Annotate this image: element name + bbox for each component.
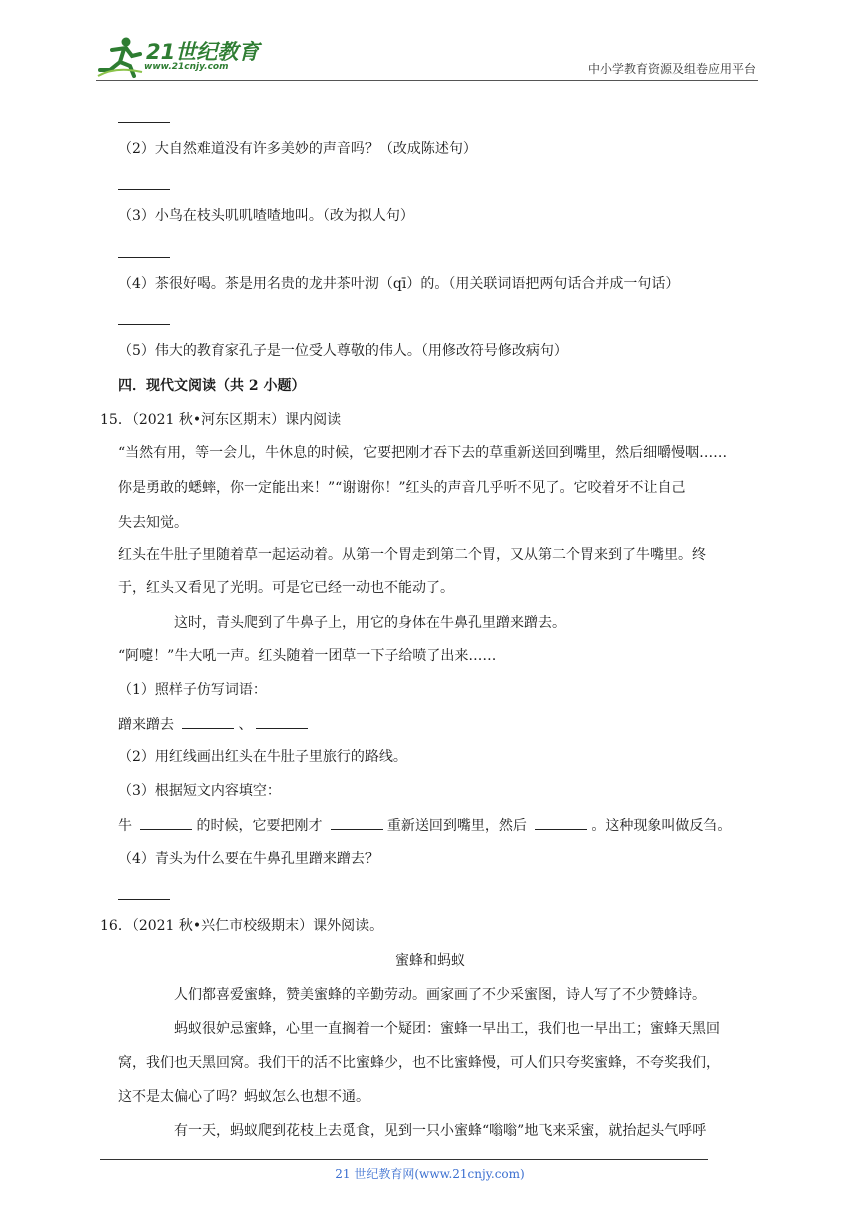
answer-blank[interactable]	[118, 189, 170, 190]
fill-text: 牛	[118, 818, 132, 834]
logo-url-text: www.21cnjy.com	[144, 62, 229, 72]
question-line: （3）小鸟在枝头叽叽喳喳地叫。（改为拟人句）	[118, 208, 414, 224]
passage-line: 这不是太偏心了吗？蚂蚁怎么也想不通。	[118, 1089, 370, 1105]
site-logo[interactable]	[96, 36, 266, 80]
sub-question: （4）青头为什么要在牛鼻孔里蹭来蹭去？	[118, 851, 379, 867]
passage-line: 红头在牛肚子里随着草一起运动着。从第一个胃走到第二个胃，又从第二个胃来到了牛嘴里。终	[118, 547, 706, 563]
question-line: （4）茶很好喝。茶是用名贵的龙井茶叶沏（qī）的。（用关联词语把两句话合并成一句话）	[118, 276, 680, 292]
answer-blank[interactable]	[256, 714, 308, 729]
passage-line: 蚂蚁很妒忌蜜蜂，心里一直搁着一个疑团：蜜蜂一早出工，我们也一早出工；蜜蜂天黑回	[174, 1021, 720, 1037]
passage-line: “当然有用，等一会儿，牛休息的时候，它要把刚才吞下去的草重新送回到嘴里，然后细嚼慢咽……	[118, 445, 728, 461]
question-line: （2）大自然难道没有许多美妙的声音吗？（改成陈述句）	[118, 141, 477, 157]
page-header	[0, 0, 860, 90]
answer-blank[interactable]	[118, 324, 170, 325]
example-word: 蹭来蹭去	[118, 717, 174, 733]
fill-text: 重新送回到嘴里，然后	[386, 818, 527, 834]
runner-logo-icon	[96, 36, 146, 80]
sub-question: （3）根据短文内容填空：	[118, 783, 281, 799]
sub-question: （1）照样子仿写词语：	[118, 682, 267, 698]
fill-text: 的时候，它要把刚才	[196, 818, 323, 834]
separator: 、	[238, 717, 253, 733]
answer-blank[interactable]	[331, 815, 383, 830]
fill-text: 。这种现象叫做反刍。	[591, 818, 732, 834]
answer-blank[interactable]	[118, 899, 170, 900]
answer-blank[interactable]	[182, 714, 234, 729]
passage-title: 蜜蜂和蚂蚁	[395, 953, 465, 969]
sub-question: （2）用红线画出红头在牛肚子里旅行的路线。	[118, 749, 407, 765]
question-header: 15．（2021 秋•河东区期末）课内阅读	[100, 412, 342, 428]
fill-in-row	[118, 815, 731, 836]
header-divider	[96, 80, 758, 81]
passage-line: “阿嚏！”牛大吼一声。红头随着一团草一下子给喷了出来……	[118, 648, 497, 664]
passage-line: 窝，我们也天黑回窝。我们干的活不比蜜蜂少，也不比蜜蜂慢，可人们只夸奖蜜蜂，不夸奖我们，	[118, 1055, 720, 1071]
question-header: 16．（2021 秋•兴仁市校级期末）课外阅读。	[100, 918, 384, 934]
answer-blank[interactable]	[535, 815, 587, 830]
passage-line: 这时，青头爬到了牛鼻子上，用它的身体在牛鼻孔里蹭来蹭去。	[174, 615, 566, 631]
footer-link[interactable]: 21 世纪教育网(www.21cnjy.com)	[335, 1167, 525, 1181]
section-title: 四．现代文阅读（共 2 小题）	[118, 378, 306, 394]
footer-divider	[100, 1159, 708, 1160]
passage-line: 人们都喜爱蜜蜂，赞美蜜蜂的辛勤劳动。画家画了不少采蜜图，诗人写了不少赞蜂诗。	[174, 987, 706, 1003]
logo-main-text: 21世纪教育	[146, 40, 260, 64]
question-line: （5）伟大的教育家孔子是一位受人尊敬的伟人。（用修改符号修改病句）	[118, 343, 568, 359]
platform-label: 中小学教育资源及组卷应用平台	[587, 62, 756, 76]
sub-question-answer-row	[118, 714, 312, 735]
answer-blank[interactable]	[118, 257, 170, 258]
passage-line: 有一天，蚂蚁爬到花枝上去觅食，见到一只小蜜蜂“嗡嗡”地飞来采蜜，就抬起头气呼呼	[174, 1123, 707, 1139]
passage-line: 你是勇敢的蟋蟀，你一定能出来！”“谢谢你！”红头的声音几乎听不见了。它咬着牙不让自己	[118, 480, 686, 496]
passage-line: 失去知觉。	[118, 515, 188, 531]
answer-blank[interactable]	[140, 815, 192, 830]
answer-blank[interactable]	[118, 122, 170, 123]
passage-line: 于，红头又看见了光明。可是它已经一动也不能动了。	[118, 580, 454, 596]
